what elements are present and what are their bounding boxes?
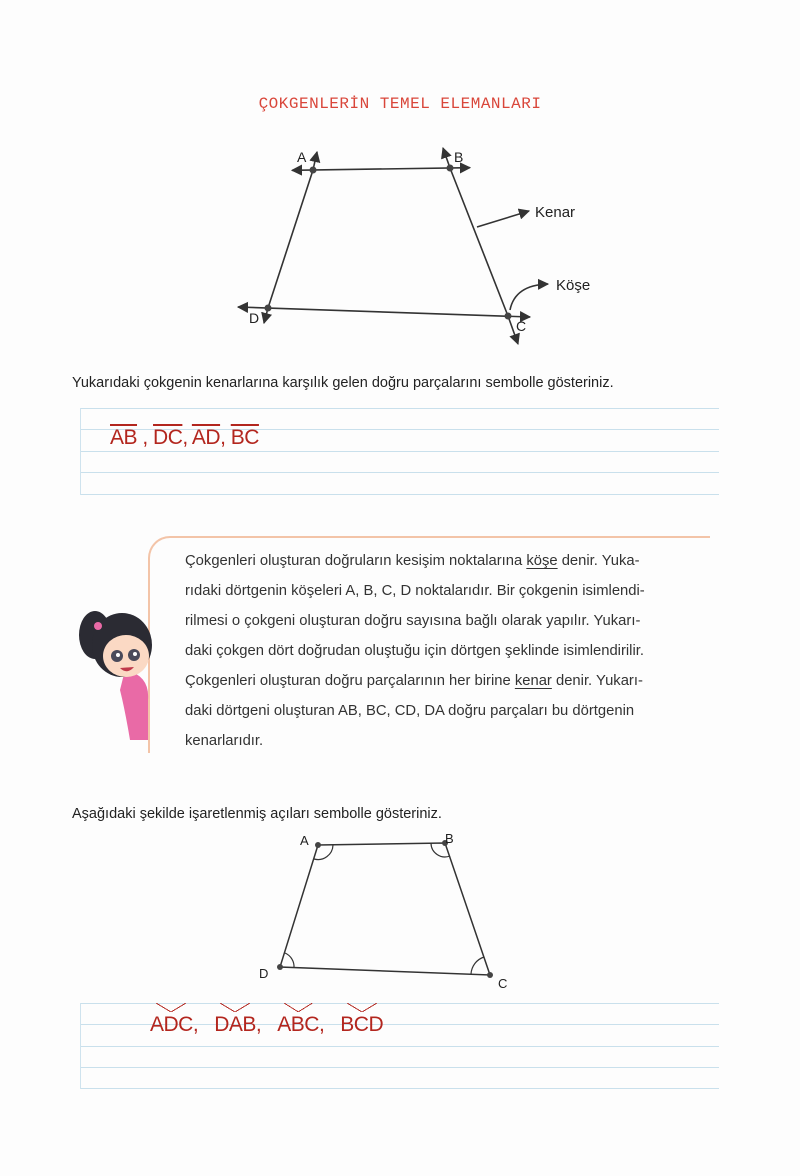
label-kose: Köşe bbox=[556, 277, 591, 294]
question-2: Aşağıdaki şekilde işaretlenmiş açıları sembolle gösteriniz. bbox=[72, 806, 442, 822]
label-a: A bbox=[300, 833, 309, 848]
separator: , bbox=[255, 1013, 262, 1036]
label-c: C bbox=[516, 318, 527, 334]
text: denir. Yukarı- bbox=[551, 673, 643, 689]
angle-bcd: BCD bbox=[340, 1013, 384, 1036]
separator: , bbox=[220, 426, 231, 449]
angle-c-arc bbox=[471, 957, 484, 974]
angle-adc: ADC bbox=[150, 1013, 193, 1036]
kenar-arrow bbox=[477, 211, 529, 227]
info-line: rilmesi o çokgeni oluşturan doğru sayısına bağlı olarak yapılır. Yukarı- bbox=[185, 613, 641, 629]
term-kose: köşe bbox=[526, 553, 558, 569]
info-line bbox=[185, 666, 695, 696]
separator: , bbox=[192, 1013, 199, 1036]
quadrilateral-figure-2 bbox=[0, 825, 800, 995]
angle-d-arc bbox=[285, 953, 294, 968]
line-bc bbox=[450, 168, 508, 316]
label-kenar: Kenar bbox=[535, 204, 576, 221]
info-line: daki çokgen dört doğrudan oluştuğu için dörtgen şeklinde isimlendirilir. bbox=[185, 643, 644, 659]
term-kenar: kenar bbox=[514, 673, 552, 689]
segment-bc: $\overline{BC}$ bbox=[230, 426, 259, 449]
label-c: C bbox=[498, 976, 508, 991]
answer-1 bbox=[110, 426, 259, 450]
info-paragraph bbox=[185, 546, 695, 756]
label-b: B bbox=[454, 149, 464, 165]
page-title: ÇOKGENLERİN TEMEL ELEMANLARI bbox=[258, 95, 542, 113]
label-d: D bbox=[249, 310, 260, 326]
separator: , bbox=[182, 426, 192, 449]
angle-abc: ABC bbox=[277, 1013, 319, 1036]
text: denir. Yuka- bbox=[557, 553, 640, 569]
quadrilateral-figure-1 bbox=[0, 130, 800, 360]
info-line: daki dörtgeni oluşturan AB, BC, CD, DA doğru parçaları bu dörtgenin bbox=[185, 703, 635, 719]
kose-arrow bbox=[510, 284, 548, 310]
label-b: B bbox=[445, 831, 454, 846]
segment-dc: $\overline{DC}$ bbox=[153, 426, 183, 449]
info-line: kenarlarıdır. bbox=[185, 733, 264, 749]
angle-dab: DAB bbox=[214, 1013, 256, 1036]
separator: , bbox=[318, 1013, 325, 1036]
answer-box-1 bbox=[80, 408, 719, 495]
label-d: D bbox=[259, 966, 269, 981]
label-a: A bbox=[297, 149, 307, 165]
line-ab bbox=[292, 168, 470, 171]
line-dc bbox=[238, 307, 530, 317]
text: Çokgenleri oluşturan doğruların kesişim noktalarına bbox=[185, 553, 527, 569]
segment-ad: $\overline{AD}$ bbox=[191, 426, 221, 449]
answer-2 bbox=[150, 1013, 383, 1037]
girl-illustration bbox=[70, 600, 155, 750]
separator: , bbox=[137, 426, 154, 449]
text: Çokgenleri oluşturan doğru parçalarının her birine bbox=[185, 673, 515, 689]
info-line bbox=[185, 546, 695, 576]
info-line: rıdaki dörtgenin köşeleri A, B, C, D noktalarıdır. Bir çokgenin isimlendi- bbox=[185, 583, 645, 599]
segment-ab: $\overline{AB}$ bbox=[110, 426, 138, 449]
question-1: Yukarıdaki çokgenin kenarlarına karşılık gelen doğru parçalarını sembolle gösteriniz. bbox=[72, 375, 614, 391]
line-ad bbox=[268, 170, 313, 308]
